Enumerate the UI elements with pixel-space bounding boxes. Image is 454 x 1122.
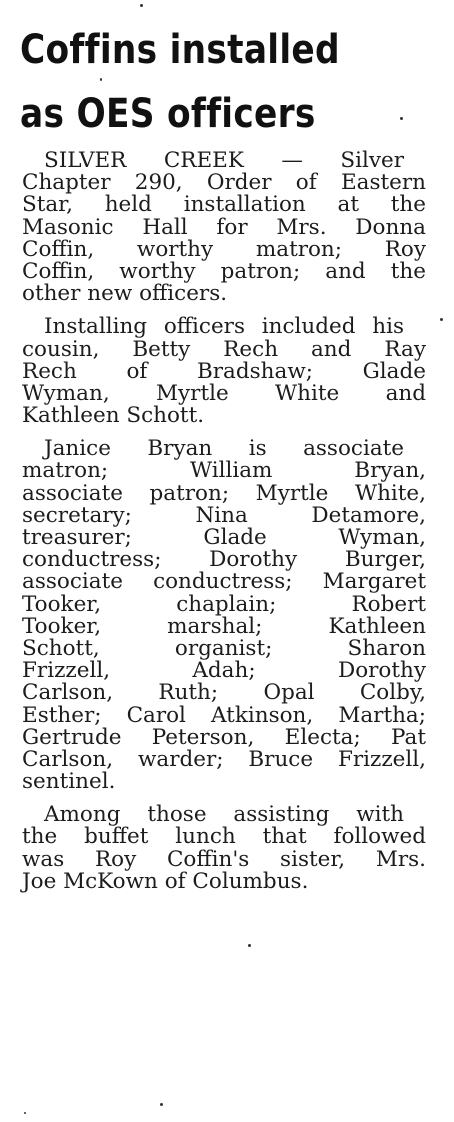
text-line: Gertrude Peterson, Electa; Pat [22,724,426,750]
headline-line-1: Coffins installed [20,27,340,73]
text-line: Chapter 290, Order of Eastern [22,170,426,196]
print-speck [440,318,443,321]
text-line: Masonic Hall for Mrs. Donna [22,214,426,240]
text-line: sentinel. [22,769,116,795]
text-line: Among those assisting with [44,802,404,828]
paragraph-officer-list [22,438,426,793]
text-line: Joe McKown of Columbus. [22,868,309,894]
headline-line-2: as OES officers [20,91,316,137]
print-speck [24,1112,26,1114]
text-line: other new officers. [22,281,228,307]
text-line: Kathleen Schott. [22,403,205,429]
text-line: the buffet lunch that followed [22,824,426,850]
paragraph-installing-officers [22,316,426,427]
text-line: secretary; Nina Detamore, [22,502,426,528]
paragraph-dateline [22,150,426,305]
text-line: Coffin, worthy matron; Roy [22,236,426,262]
text-line: Esther; Carol Atkinson, Martha; [22,702,426,728]
text-line: treasurer; Glade Wyman, [22,525,426,550]
text-line: associate patron; Myrtle White, [22,480,426,506]
print-speck [400,117,403,120]
article-body [22,150,426,904]
text-line: Coffin, worthy patron; and the [22,258,426,284]
text-line: Tooker, marshal; Kathleen [22,613,426,639]
text-line: SILVER CREEK — Silver [44,148,404,173]
text-line: Schott, organist; Sharon [22,635,426,661]
print-speck [140,4,143,7]
paragraph-buffet [22,804,426,893]
text-line: Janice Bryan is associate [44,436,404,462]
text-line: Carlson, Ruth; Opal Colby, [22,680,426,706]
text-line: Rech of Bradshaw; Glade [22,358,426,384]
headline [20,18,381,146]
text-line: Frizzell, Adah; Dorothy [22,658,426,684]
text-line: Carlson, warder; Bruce Frizzell, [22,746,426,772]
print-speck [160,1103,163,1106]
print-speck [248,944,251,947]
text-line: matron; William Bryan, [22,458,426,484]
text-line: Wyman, Myrtle White and [22,380,426,406]
text-line: was Roy Coffin's sister, Mrs. [22,846,426,872]
text-line: cousin, Betty Rech and Ray [22,336,426,362]
text-line: Star, held installation at the [22,192,426,218]
text-line: Installing officers included his [44,314,404,340]
text-line: associate conductress; Margaret [22,569,426,595]
text-line: Tooker, chaplain; Robert [22,591,426,617]
print-speck [100,78,102,81]
text-line: conductress; Dorothy Burger, [22,547,426,573]
